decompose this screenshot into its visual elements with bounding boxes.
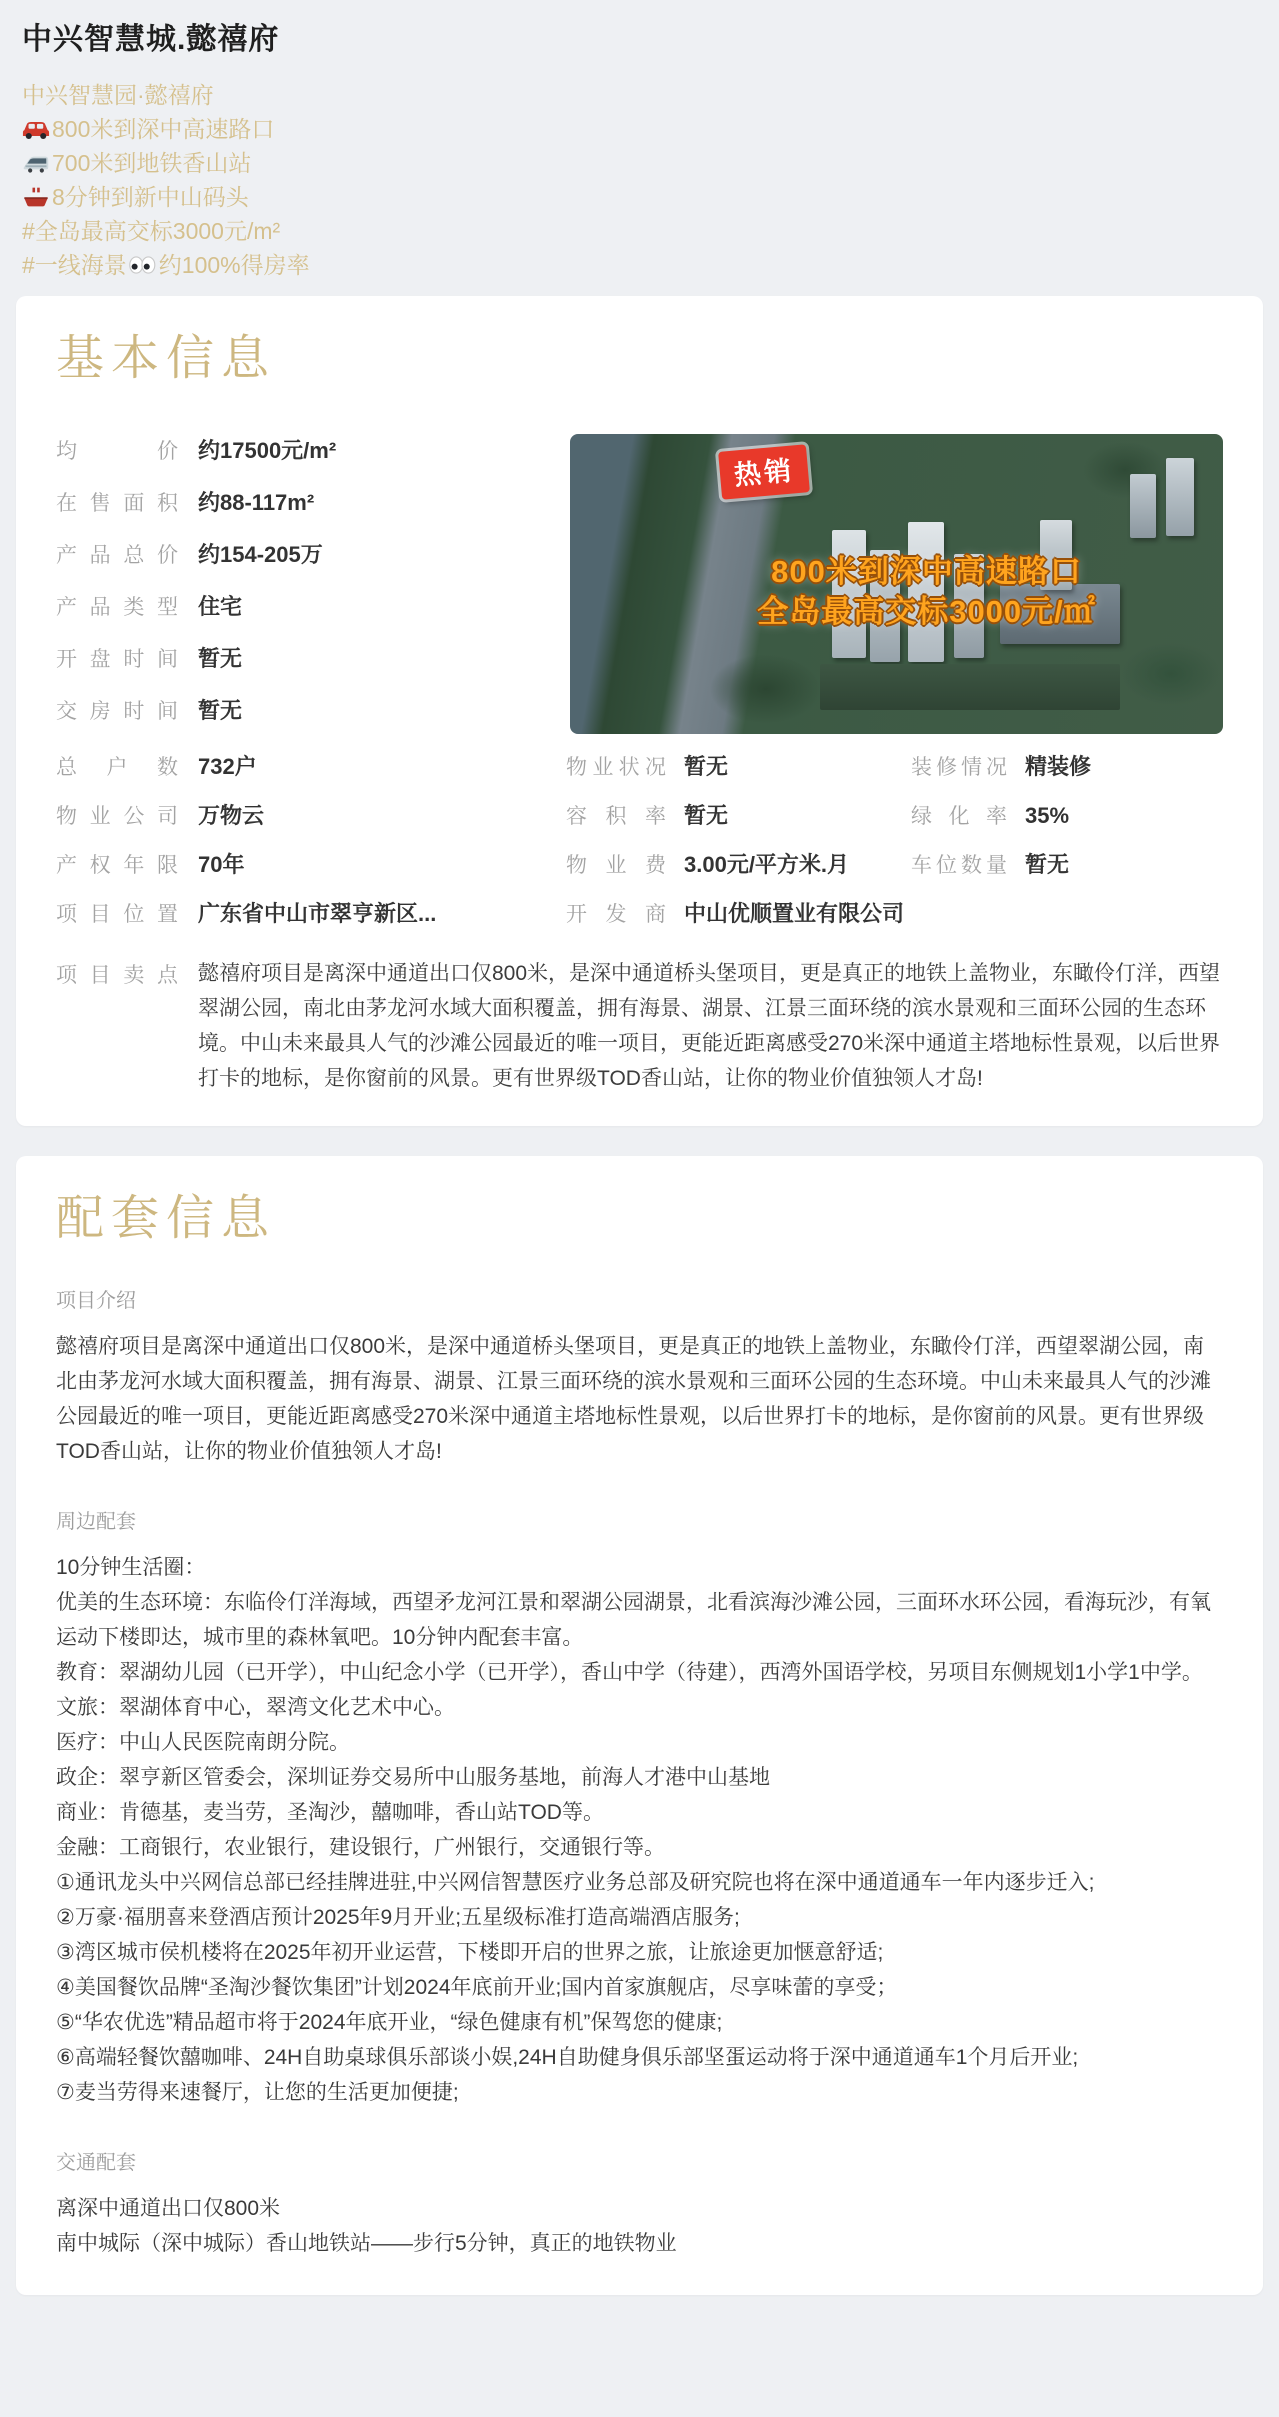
around-line: 优美的生态环境：东临伶仃洋海域，西望矛龙河江景和翠湖公园湖景，北看滨海沙滩公园，三面环水环公园，看海玩沙，有氧运动下楼即达，城市里的森林氧吧。10分钟内配套丰富。 bbox=[56, 1591, 1211, 1649]
page-title: 中兴智慧城.懿禧府 bbox=[22, 23, 280, 56]
field-product-type bbox=[56, 590, 556, 642]
field-open-date bbox=[56, 642, 556, 694]
field-value: 广东省中山市翠亨新区... bbox=[198, 901, 437, 926]
around-line: ⑥高端轻餐饮囍咖啡、24H自助桌球俱乐部谈小娱,24H自助健身俱乐部坚蛋运动将于深中通道通车1个月后开业; bbox=[56, 2046, 1079, 2069]
subtitle-tag-seaview-before: #一线海景 bbox=[22, 252, 127, 278]
field-value: 约154-205万 bbox=[198, 542, 323, 567]
eyes-icon bbox=[127, 255, 157, 275]
subtitle-project bbox=[22, 78, 1255, 112]
field-label: 物业费 bbox=[566, 854, 666, 877]
field-value: 70年 bbox=[198, 852, 245, 877]
field-label: 绿化率 bbox=[911, 805, 1007, 828]
grid-row bbox=[56, 848, 1223, 897]
project-aerial-photo[interactable] bbox=[570, 434, 1223, 734]
field-value: 暂无 bbox=[684, 803, 729, 828]
field-value: 约17500元/m² bbox=[198, 438, 337, 463]
around-line: ②万豪·福朋喜来登酒店预计2025年9月开业;五星级标准打造高端酒店服务; bbox=[56, 1906, 740, 1929]
field-label: 产品总价 bbox=[56, 544, 178, 567]
field-value: 暂无 bbox=[684, 754, 729, 779]
selling-point-text: 懿禧府项目是离深中通道出口仅800米，是深中通道桥头堡项目，更是真正的地铁上盖物业，东瞰伶仃洋，西望翠湖公园，南北由茅龙河水域大面积覆盖，拥有海景、湖景、江景三面环绕的滨水景观和三面环公园的生态环境。中山未来最具人气的沙滩公园最近的唯一项目，更能近距离感受270米深中通道主塔地标性景观，以后世界打卡的地标，是你窗前的风景。更有世界级TOD香山站，让你的物业价值独领人才岛! bbox=[198, 962, 1221, 1090]
around-line: 政企：翠亨新区管委会，深圳证券交易所中山服务基地，前海人才港中山基地 bbox=[56, 1766, 770, 1789]
grid-row bbox=[56, 799, 1223, 848]
field-label: 物业公司 bbox=[56, 805, 178, 828]
field-value: 精装修 bbox=[1025, 754, 1092, 779]
selling-point-label: 项目卖点 bbox=[56, 964, 178, 987]
around-line: 金融：工商银行，农业银行，建设银行，广州银行，交通银行等。 bbox=[56, 1836, 665, 1859]
photo-overlay-text bbox=[640, 552, 1213, 632]
around-line: 医疗：中山人民医院南朗分院。 bbox=[56, 1731, 350, 1754]
field-area bbox=[56, 486, 556, 538]
field-value: 暂无 bbox=[198, 646, 243, 671]
field-label: 项目位置 bbox=[56, 903, 178, 926]
field-label: 开盘时间 bbox=[56, 648, 178, 671]
field-value: 万物云 bbox=[198, 803, 265, 828]
car-icon bbox=[22, 118, 50, 140]
traffic-line: 离深中通道出口仅800米 bbox=[56, 2197, 281, 2220]
field-value: 暂无 bbox=[198, 698, 243, 723]
basic-info-left-fields bbox=[56, 410, 556, 746]
treeline-shape bbox=[820, 664, 1120, 710]
traffic-lines bbox=[56, 2191, 1223, 2261]
subtitle-metro-text: 700米到地铁香山站 bbox=[52, 150, 252, 176]
field-label: 产权年限 bbox=[56, 854, 178, 877]
around-line: ⑦麦当劳得来速餐厅，让您的生活更加便捷; bbox=[56, 2081, 459, 2104]
field-total-price bbox=[56, 538, 556, 590]
intro-text: 懿禧府项目是离深中通道出口仅800米，是深中通道桥头堡项目，更是真正的地铁上盖物业，东瞰伶仃洋，西望翠湖公园，南北由茅龙河水域大面积覆盖，拥有海景、湖景、江景三面环绕的滨水景观和三面环公园的生态环境。中山未来最具人气的沙滩公园最近的唯一项目，更能近距离感受270米深中通道主塔地标性景观，以后世界打卡的地标，是你窗前的风景。更有世界级TOD香山站，让你的物业价值独领人才岛! bbox=[56, 1335, 1211, 1463]
field-delivery-date bbox=[56, 694, 556, 746]
field-value: 732户 bbox=[198, 754, 257, 779]
photo-overlay-line1: 800米到深中高速路口 bbox=[771, 554, 1082, 589]
field-label: 车位数量 bbox=[911, 854, 1007, 877]
around-line: 教育：翠湖幼儿园（已开学），中山纪念小学（已开学），香山中学（待建），西湾外国语学校，另项目东侧规划1小学1中学。 bbox=[56, 1661, 1203, 1684]
field-value: 暂无 bbox=[1025, 852, 1070, 877]
around-line: 10分钟生活圈： bbox=[56, 1556, 206, 1579]
subtitle-tag-seaview bbox=[22, 248, 1255, 282]
basic-info-card bbox=[16, 296, 1263, 1126]
traffic-label: 交通配套 bbox=[56, 2152, 136, 2174]
field-label: 交房时间 bbox=[56, 700, 178, 723]
grid-row bbox=[56, 897, 1223, 946]
around-line: ⑤“华农优选”精品超市将于2024年底开业，“绿色健康有机”保驾您的健康; bbox=[56, 2011, 723, 2034]
field-label: 总户数 bbox=[56, 756, 178, 779]
building-shape bbox=[1166, 458, 1194, 536]
field-value: 35% bbox=[1025, 803, 1070, 828]
subtitle-highway bbox=[22, 112, 1255, 146]
subtitle-tag-seaview-after: 约100%得房率 bbox=[158, 252, 310, 278]
ship-icon bbox=[22, 186, 50, 208]
around-line: ①通讯龙头中兴网信总部已经挂牌进驻,中兴网信智慧医疗业务总部及研究院也将在深中通道通车一年内逐步迁入; bbox=[56, 1871, 1095, 1894]
around-lines bbox=[56, 1550, 1223, 2110]
field-label: 装修情况 bbox=[911, 756, 1007, 779]
subtitle-highway-text: 800米到深中高速路口 bbox=[52, 116, 275, 142]
field-label: 开发商 bbox=[566, 903, 666, 926]
field-label: 容积率 bbox=[566, 805, 666, 828]
hot-sale-badge: 热销 bbox=[718, 444, 810, 499]
facilities-title: 配套信息 bbox=[56, 1192, 277, 1245]
subtitle-ferry-text: 8分钟到新中山码头 bbox=[52, 184, 249, 210]
around-label: 周边配套 bbox=[56, 1511, 136, 1533]
photo-overlay-line2: 全岛最高交标3000元/㎡ bbox=[757, 594, 1096, 629]
around-line: ④美国餐饮品牌“圣淘沙餐饮集团”计划2024年底前开业;国内首家旗舰店，尽享味蕾的享受； bbox=[56, 1976, 898, 1999]
train-icon bbox=[22, 152, 50, 174]
field-label: 均价 bbox=[56, 440, 178, 463]
grid-row bbox=[56, 750, 1223, 799]
field-value: 中山优顺置业有限公司 bbox=[684, 901, 905, 926]
intro-label: 项目介绍 bbox=[56, 1290, 136, 1312]
around-line: 商业：肯德基，麦当劳，圣淘沙，囍咖啡，香山站TOD等。 bbox=[56, 1801, 604, 1824]
around-line: ③湾区城市侯机楼将在2025年初开业运营，下楼即开启的世界之旅，让旅途更加惬意舒适; bbox=[56, 1941, 884, 1964]
subtitle-ferry bbox=[22, 180, 1255, 214]
subtitle-tag-price bbox=[22, 214, 1255, 248]
subtitle-tag-price-text: #全岛最高交标3000元/m² bbox=[22, 218, 281, 244]
facilities-card bbox=[16, 1156, 1263, 2295]
around-line: 文旅：翠湖体育中心，翠湾文化艺术中心。 bbox=[56, 1696, 455, 1719]
field-value: 约88-117m² bbox=[198, 490, 315, 515]
page-header bbox=[0, 0, 1279, 282]
building-shape bbox=[1130, 474, 1156, 538]
subtitle-project-label: 中兴智慧园·懿禧府 bbox=[22, 82, 214, 108]
field-label: 在售面积 bbox=[56, 492, 178, 515]
subtitle-metro bbox=[22, 146, 1255, 180]
selling-point-row bbox=[56, 956, 1223, 1096]
basic-info-title: 基本信息 bbox=[56, 332, 277, 385]
traffic-line: 南中城际（深中城际）香山地铁站——步行5分钟，真正的地铁物业 bbox=[56, 2232, 677, 2255]
field-label: 产品类型 bbox=[56, 596, 178, 619]
field-value: 住宅 bbox=[198, 594, 243, 619]
field-value: 3.00元/平方米.月 bbox=[684, 852, 850, 877]
field-avg-price bbox=[56, 434, 556, 486]
field-label: 物业状况 bbox=[566, 756, 666, 779]
basic-info-grid bbox=[56, 750, 1223, 946]
